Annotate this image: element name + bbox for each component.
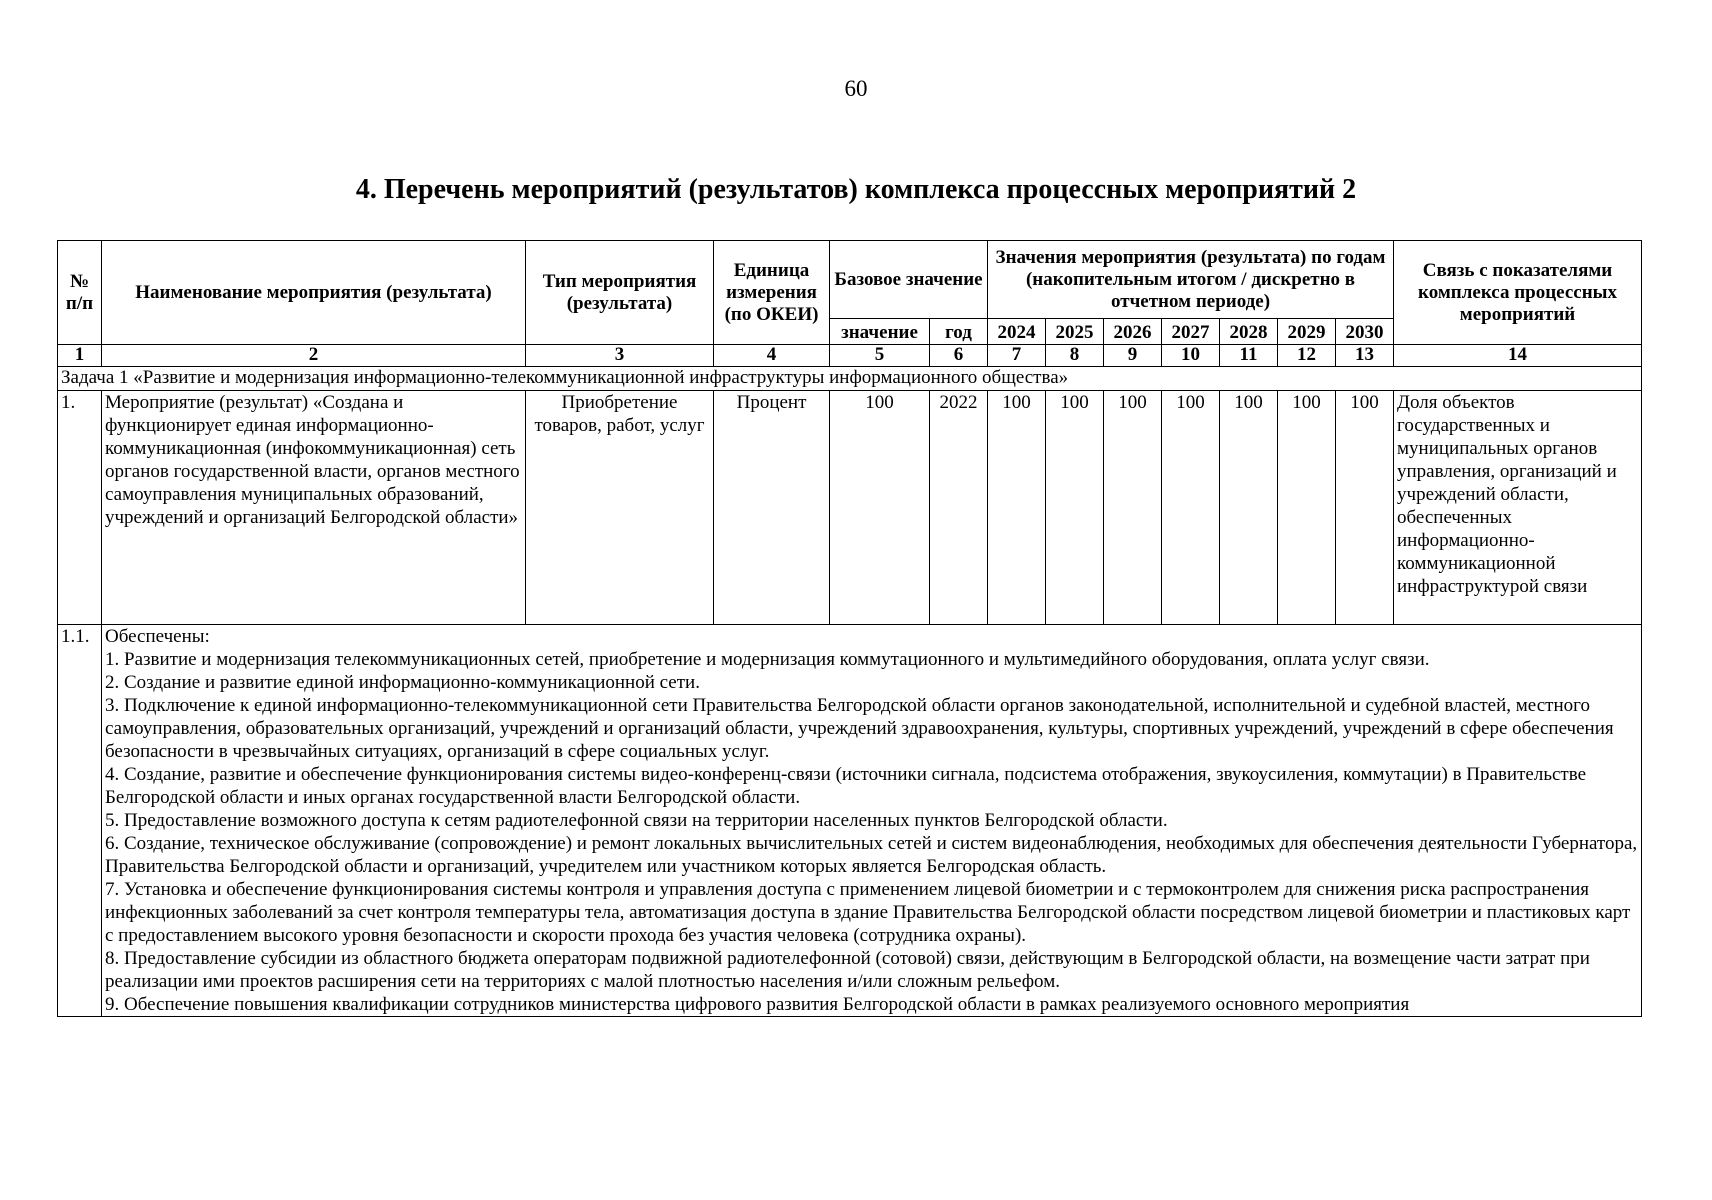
- column-number: 5: [830, 345, 930, 367]
- column-number: 2: [102, 345, 526, 367]
- header-num: № п/п: [58, 241, 102, 345]
- activity-row: [58, 391, 1642, 625]
- activity-type: Приобретение товаров, работ, услуг: [526, 391, 714, 625]
- detail-line: 9. Обеспечение повышения квалификации сотрудников министерства цифрового развития Белгородской области в рамках реализуемого основного мероприятия: [105, 994, 1410, 1015]
- header-year: 2028: [1220, 319, 1278, 345]
- task-row: [58, 367, 1642, 391]
- header-values: Значения мероприятия (результата) по годам (накопительным итогом / дискретно в отчетном периоде): [988, 241, 1394, 319]
- header-base: Базовое значение: [830, 241, 988, 319]
- header-year: 2030: [1336, 319, 1394, 345]
- activity-value: 100: [1278, 391, 1336, 625]
- column-number: 9: [1104, 345, 1162, 367]
- activity-num: 1.: [58, 391, 102, 625]
- header-year: 2027: [1162, 319, 1220, 345]
- column-number: 8: [1046, 345, 1104, 367]
- detail-line: Обеспечены:: [105, 626, 210, 647]
- header-year: 2024: [988, 319, 1046, 345]
- column-number: 1: [58, 345, 102, 367]
- activity-value: 100: [1220, 391, 1278, 625]
- detail-line: 8. Предоставление субсидии из областного бюджета операторам подвижной радиотелефонной (сотовой) связи, действующим в Белгородской области, на возмещение части затрат при реализации ими проектов расширения сети на территориях с малой плотностью населения и/или сложным рельефом.: [105, 948, 1590, 992]
- detail-line: 7. Установка и обеспечение функционирования системы контроля и управления доступа с применением лицевой биометрии и с термоконтролем для снижения риска распространения инфекционных заболеваний за счет контроля температуры тела, автоматизация доступа в здание Правительства Белгородской области посредством лицевой биометрии и пластиковых карт с предоставлением высокого уровня безопасности и скорости прохода без участия человека (сотрудника охраны).: [105, 879, 1631, 946]
- header-base-year: год: [930, 319, 988, 345]
- header-type: Тип мероприятия (результата): [526, 241, 714, 345]
- detail-line: 6. Создание, техническое обслуживание (сопровождение) и ремонт локальных вычислительных сетей и систем видеонаблюдения, необходимых для обеспечения деятельности Губернатора, Правительства Белгородской области и организаций, учредителем или участником которых является Белгородская область.: [105, 833, 1638, 877]
- detail-content: [102, 625, 1642, 1017]
- activity-value: 100: [1104, 391, 1162, 625]
- column-number: 11: [1220, 345, 1278, 367]
- column-number: 12: [1278, 345, 1336, 367]
- column-number: 10: [1162, 345, 1220, 367]
- activity-value: 100: [988, 391, 1046, 625]
- column-number: 4: [714, 345, 830, 367]
- detail-line: 4. Создание, развитие и обеспечение функционирования системы видео-конференц-связи (источники сигнала, подсистема отображения, звукоусиления, коммутации) в Правительстве Белгородской области и иных органах государственной власти Белгородской области.: [105, 764, 1587, 808]
- activity-name: Мероприятие (результат) «Создана и функционирует единая информационно-коммуникационная (инфокоммуникационная) сеть органов государственной власти, органов местного самоуправления муниципальных образований, учреждений и организаций Белгородской области»: [102, 391, 526, 625]
- column-numbers-row: [58, 345, 1642, 367]
- detail-row: [58, 625, 1642, 1017]
- activity-unit: Процент: [714, 391, 830, 625]
- detail-line: 3. Подключение к единой информационно-телекоммуникационной сети Правительства Белгородской области органов законодательной, исполнительной и судебной властей, местного самоуправления, образовательных организаций, учреждений и организаций области, учреждений здравоохранения, культуры, спортивных учреждений, учреждений в сфере обеспечения безопасности в чрезвычайных ситуациях, организаций в сфере социальных услуг.: [105, 695, 1614, 762]
- detail-line: 1. Развитие и модернизация телекоммуникационных сетей, приобретение и модернизация коммутационного и мультимедийного оборудования, оплата услуг связи.: [105, 649, 1430, 670]
- column-number: 3: [526, 345, 714, 367]
- header-year: 2025: [1046, 319, 1104, 345]
- header-base-value: значение: [830, 319, 930, 345]
- activities-table: [57, 240, 1642, 1017]
- activity-base-year: 2022: [930, 391, 988, 625]
- page-number: 60: [844, 76, 868, 101]
- detail-line: 5. Предоставление возможного доступа к сетям радиотелефонной связи на территории населенных пунктов Белгородской области.: [105, 810, 1168, 831]
- column-number: 7: [988, 345, 1046, 367]
- column-number: 14: [1394, 345, 1642, 367]
- activity-base-value: 100: [830, 391, 930, 625]
- column-number: 6: [930, 345, 988, 367]
- activity-value: 100: [1162, 391, 1220, 625]
- header-row-1: [58, 241, 1642, 319]
- task-title: Задача 1 «Развитие и модернизация информационно-телекоммуникационной инфраструктуры информационного общества»: [58, 367, 1642, 391]
- detail-num: 1.1.: [58, 625, 102, 1017]
- activity-value: 100: [1336, 391, 1394, 625]
- header-unit: Единица измерения (по ОКЕИ): [714, 241, 830, 345]
- header-year: 2029: [1278, 319, 1336, 345]
- document-title: 4. Перечень мероприятий (результатов) комплекса процессных мероприятий 2: [355, 174, 1357, 205]
- activity-value: 100: [1046, 391, 1104, 625]
- activity-link: Доля объектов государственных и муниципальных органов управления, организаций и учреждений области, обеспеченных информационно-коммуникационной инфраструктурой связи: [1394, 391, 1642, 625]
- column-number: 13: [1336, 345, 1394, 367]
- header-link: Связь с показателями комплекса процессных мероприятий: [1394, 241, 1642, 345]
- header-year: 2026: [1104, 319, 1162, 345]
- header-name: Наименование мероприятия (результата): [102, 241, 526, 345]
- detail-line: 2. Создание и развитие единой информационно-коммуникационной сети.: [105, 672, 700, 693]
